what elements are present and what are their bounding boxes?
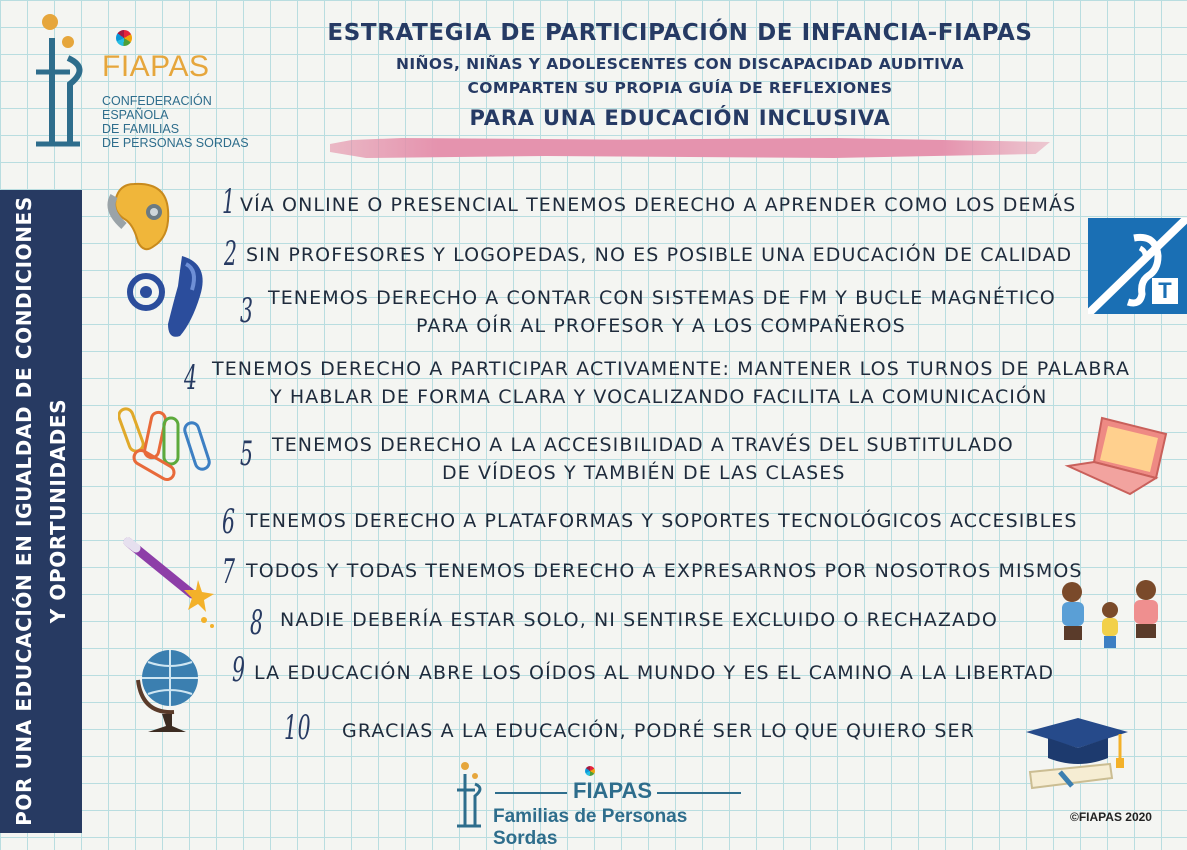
list-item [222, 182, 1092, 224]
item-number: 4 [184, 358, 198, 398]
side-banner [0, 190, 82, 833]
item-text: PARA OÍR AL PROFESOR Y A LOS COMPAÑEROS [416, 315, 906, 337]
item-text: TENEMOS DERECHO A PARTICIPAR ACTIVAMENTE: MANTENER LOS TURNOS DE PALABRA [212, 358, 1131, 380]
cochlear-implant-icon [124, 250, 216, 342]
fiapas-logo [30, 12, 270, 162]
graduation-cap-icon [1020, 714, 1132, 794]
hearing-loop-sign-icon [1088, 218, 1187, 314]
logo-confederation: CONFEDERACIÓN ESPAÑOLA DE FAMILIAS DE PERSONAS SORDAS [102, 94, 249, 150]
subtitle-3: PARA UNA EDUCACIÓN INCLUSIVA [469, 106, 891, 130]
divider [495, 792, 567, 794]
item-number: 1 [222, 182, 236, 222]
hearing-aid-icon [104, 176, 176, 256]
item-text: SIN PROFESORES Y LOGOPEDAS, NO ES POSIBLE UNA EDUCACIÓN DE CALIDAD [246, 244, 1073, 266]
logo-brand: FIAPAS [102, 50, 210, 83]
list-item [240, 285, 1100, 343]
item-text: TENEMOS DERECHO A LA ACCESIBILIDAD A TRAVÉS DEL SUBTITULADO [272, 434, 1014, 456]
item-text: LA EDUCACIÓN ABRE LOS OÍDOS AL MUNDO Y ES EL CAMINO A LA LIBERTAD [254, 662, 1055, 684]
sdg-wheel-icon [116, 30, 132, 46]
item-text: GRACIAS A LA EDUCACIÓN, PODRÉ SER LO QUE QUIERO SER [342, 720, 975, 742]
subtitle-2: COMPARTEN SU PROPIA GUÍA DE REFLEXIONES [467, 79, 893, 97]
fiapas-footer-logo [455, 760, 755, 849]
brush-stroke-divider [330, 138, 1050, 158]
item-number: 3 [240, 291, 254, 331]
list-item [232, 650, 1092, 692]
item-text: Y HABLAR DE FORMA CLARA Y VOCALIZANDO FACILITA LA COMUNICACIÓN [270, 386, 1048, 408]
list-item [222, 236, 1092, 274]
footer-tagline: Familias de Personas Sordas [493, 806, 688, 849]
footer-brand: FIAPAS [573, 778, 653, 803]
fiapas-mark-icon [30, 12, 100, 152]
divider [657, 792, 741, 794]
list-item [284, 708, 1004, 754]
list-item [250, 603, 1070, 641]
item-text: TENEMOS DERECHO A CONTAR CON SISTEMAS DE FM Y BUCLE MAGNÉTICO [268, 287, 1056, 309]
side-banner-text: POR UNA EDUCACIÓN EN IGUALDAD DE CONDICIONES Y OPORTUNIDADES [12, 196, 70, 826]
item-text: TODOS Y TODAS TENEMOS DERECHO A EXPRESARNOS POR NOSOTROS MISMOS [246, 560, 1083, 582]
item-text: DE VÍDEOS Y TAMBIÉN DE LAS CLASES [442, 462, 846, 484]
item-number: 10 [284, 708, 312, 748]
item-text: VÍA ONLINE O PRESENCIAL TENEMOS DERECHO A APRENDER COMO LOS DEMÁS [240, 194, 1077, 216]
list-item [222, 504, 1092, 542]
page-title: ESTRATEGIA DE PARTICIPACIÓN DE INFANCIA-FIAPAS [327, 20, 1033, 46]
hearing-sign-letter: T [1152, 278, 1178, 304]
item-number: 2 [224, 234, 238, 274]
sdg-wheel-icon [585, 766, 595, 776]
item-text: NADIE DEBERÍA ESTAR SOLO, NI SENTIRSE EXCLUIDO O RECHAZADO [280, 609, 998, 631]
item-text: TENEMOS DERECHO A PLATAFORMAS Y SOPORTES TECNOLÓGICOS ACCESIBLES [246, 510, 1078, 532]
item-number: 8 [250, 603, 264, 643]
list-item [222, 554, 1092, 592]
list-item [184, 356, 1144, 414]
copyright: ©FIAPAS 2020 [1070, 810, 1152, 824]
subtitle-1: NIÑOS, NIÑAS Y ADOLESCENTES CON DISCAPACIDAD AUDITIVA [395, 55, 965, 73]
paperclips-icon [118, 402, 224, 500]
item-number: 9 [232, 650, 246, 690]
item-number: 5 [240, 434, 254, 474]
globe-icon [128, 640, 208, 736]
list-item [240, 432, 1100, 490]
magic-wand-icon [122, 536, 220, 632]
item-number: 6 [222, 502, 236, 542]
item-number: 7 [222, 552, 236, 592]
fiapas-mark-icon [455, 760, 489, 830]
